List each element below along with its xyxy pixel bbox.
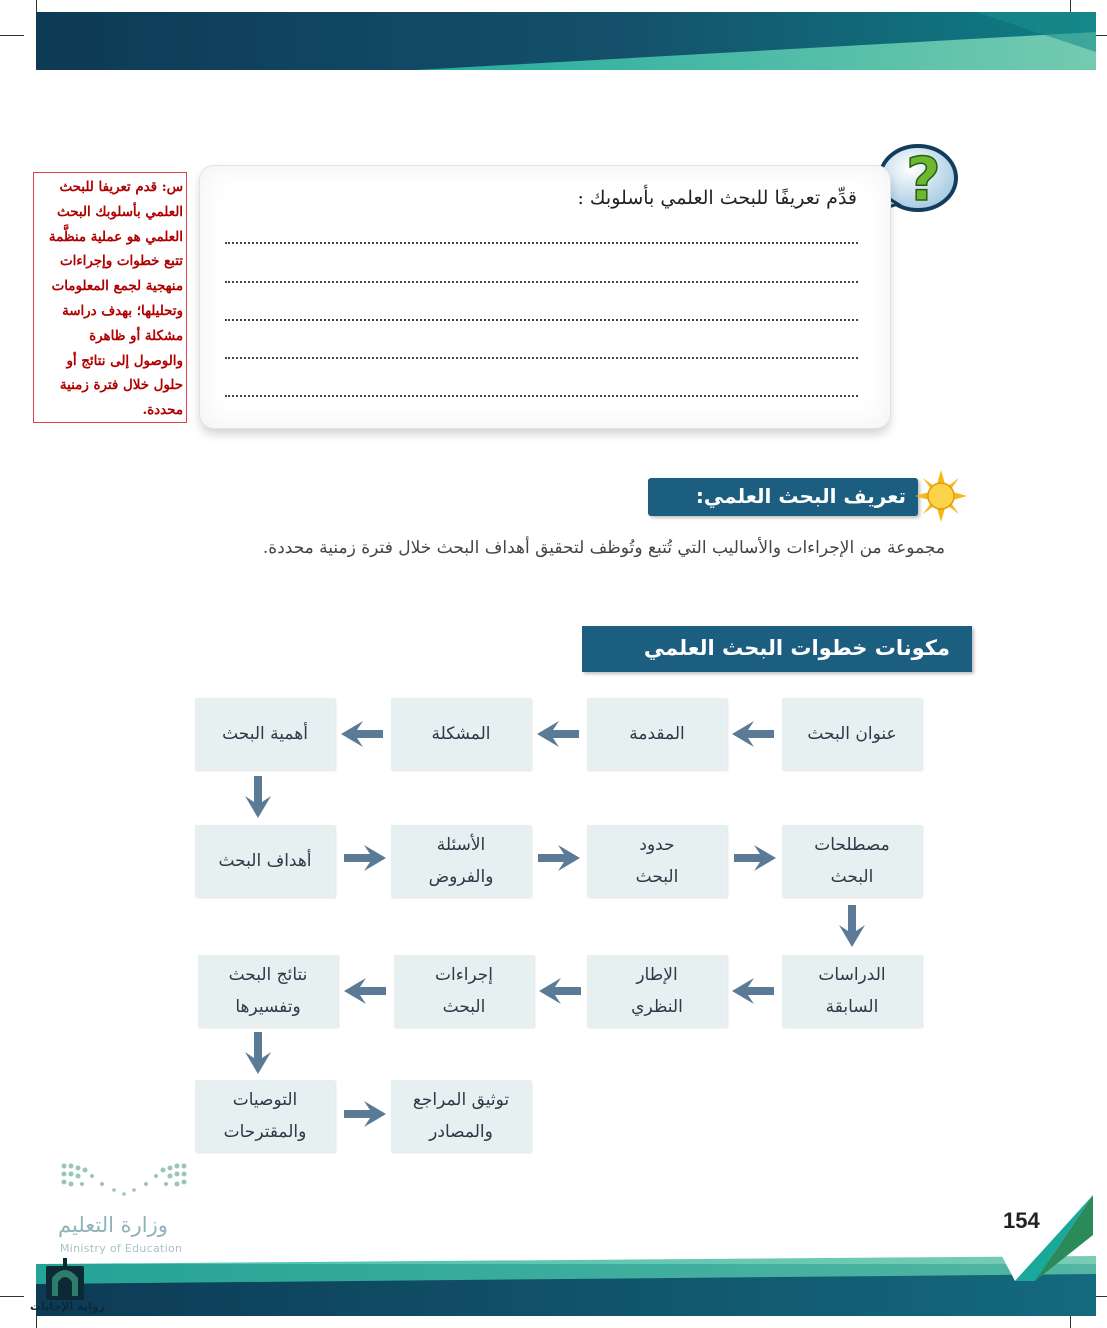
definition-title: تعريف البحث العلمي: <box>648 478 918 516</box>
arrow-icon <box>344 845 386 871</box>
step-label: الدراسات السابقة <box>818 965 886 1017</box>
page-number: 154 <box>1003 1208 1040 1233</box>
arrow-icon <box>344 1101 386 1127</box>
step-box <box>391 698 531 770</box>
step-box <box>198 955 338 1027</box>
answer-note: س: قدم تعريفا للبحث العلمي بأسلوبك البحث العلمي هو عملية منظَّمة تتبع خطوات وإجراءات منهجية لجمع المعلومات وتحليلها؛ بهدف دراسة مشكلة أو ظاهرة والوصول إلى نتائج أو حلول خلال فترة زمنية محددة. <box>33 172 187 423</box>
step-label: أهداف البحث <box>218 851 312 871</box>
step-label: توثيق المراجع والمصادر <box>412 1090 510 1142</box>
step-box <box>587 955 727 1027</box>
step-label: حدود البحث <box>635 835 679 887</box>
step-box <box>391 1080 531 1152</box>
answer-line[interactable] <box>225 319 858 321</box>
svg-text:?: ? <box>906 145 941 215</box>
definition-text: مجموعة من الإجراءات والأساليب التي تُتبع وتُوظف لتحقيق أهداف البحث خلال فترة زمنية محددة. <box>262 538 945 558</box>
step-label: عنوان البحث <box>807 724 897 744</box>
steps-title: مكونات خطوات البحث العلمي <box>582 626 972 672</box>
question-prompt: قدِّم تعريفًا للبحث العلمي بأسلوبك : <box>577 187 857 209</box>
sun-icon <box>915 470 967 522</box>
bottom-banner <box>36 1250 1096 1316</box>
arrow-icon <box>245 1032 271 1074</box>
arrow-icon <box>537 721 579 747</box>
step-box <box>782 698 922 770</box>
step-label: مصطلحات البحث <box>814 835 890 887</box>
arrow-icon <box>245 776 271 818</box>
ministry-name-ar: وزارة التعليم <box>58 1213 168 1237</box>
step-box <box>782 955 922 1027</box>
arrow-icon <box>538 845 580 871</box>
answer-line[interactable] <box>225 357 858 359</box>
step-box <box>391 825 531 897</box>
step-label: المشكلة <box>431 724 491 744</box>
step-label: الأسئلة والفروض <box>428 835 494 887</box>
answer-line[interactable] <box>225 242 858 244</box>
arrow-icon <box>539 978 581 1004</box>
step-label: الإطار النظري <box>631 965 683 1017</box>
ministry-logo-icon <box>58 1160 190 1206</box>
crop-mark <box>0 35 24 36</box>
arrow-icon <box>344 978 386 1004</box>
step-label: إجراءات البحث <box>434 965 494 1017</box>
arrow-icon <box>734 845 776 871</box>
crop-mark <box>0 1296 24 1297</box>
watermark-text: رواية الإجابات <box>30 1300 105 1313</box>
step-box <box>782 825 922 897</box>
step-label: أهمية البحث <box>222 724 308 744</box>
step-box <box>394 955 534 1027</box>
arrow-icon <box>341 721 383 747</box>
arrow-icon <box>732 721 774 747</box>
step-label: التوصيات والمقترحات <box>223 1090 307 1142</box>
step-box <box>195 1080 335 1152</box>
arrow-icon <box>732 978 774 1004</box>
mosque-icon <box>44 1256 86 1302</box>
step-label: نتائج البحث وتفسيرها <box>228 965 308 1017</box>
step-box <box>587 698 727 770</box>
answer-line[interactable] <box>225 281 858 283</box>
step-box <box>587 825 727 897</box>
ministry-name-en: Ministry of Education <box>60 1242 183 1255</box>
step-label: المقدمة <box>629 724 685 744</box>
arrow-icon <box>839 905 865 947</box>
top-banner <box>36 12 1096 70</box>
step-box <box>195 698 335 770</box>
step-box <box>195 825 335 897</box>
answer-line[interactable] <box>225 395 858 397</box>
